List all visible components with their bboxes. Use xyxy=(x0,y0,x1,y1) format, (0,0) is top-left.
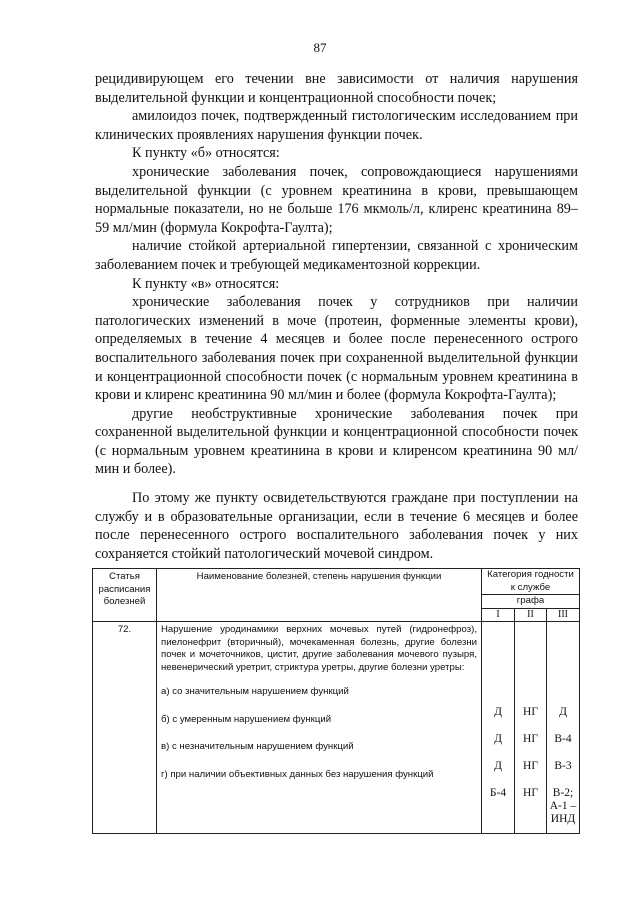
category-value: Д xyxy=(494,760,502,772)
header-article: Статья расписания болезней xyxy=(93,569,157,622)
page-number: 87 xyxy=(313,40,327,55)
category-value: НГ xyxy=(523,760,538,772)
category-value: В-3 xyxy=(554,760,572,772)
category-value: Д xyxy=(494,706,502,718)
paragraph: другие необструктивные хронические заболевания почек при сохраненной выделительной функции и концентрационной способности почек (с нормальным уровнем креатинина в крови и клиренсом креатинина 90 мл/мин и более). xyxy=(95,405,578,478)
paragraph: амилоидоз почек, подтвержденный гистологическим исследованием при клинических проявлениях нарушения функции почек. xyxy=(95,108,578,143)
category-value: В-4 xyxy=(554,733,572,745)
table-row xyxy=(93,622,580,834)
disease-description-cell xyxy=(157,622,482,834)
subitem-label: б) с умеренным нарушением функций xyxy=(161,713,332,725)
subitem-label: а) со значительным нарушением функций xyxy=(161,686,349,697)
paragraph: хронические заболевания почек, сопровождающиеся нарушениями выделительной функции (с уровнем креатинина в крови, превышающем нормальные показатели, но не больше 176 мкмоль/л, клиренс креатинина 89–59 мл/мин (формула Кокрофта-Гаулта); xyxy=(95,163,578,236)
category-value: Д xyxy=(559,706,567,718)
paragraph: наличие стойкой артериальной гипертензии, связанной с хроническим заболеванием почек и требующей медикаментозной коррекции. xyxy=(95,238,578,273)
paragraph: По этому же пункту освидетельствуются граждане при поступлении на службу и в образовательные организации, если в течение 6 месяцев и более после перенесенного острого воспалительного заболевания почек у них сохраняется стойкий патологический мочевой синдром. xyxy=(95,490,578,562)
category-value: В-2; А-1 – ИНД xyxy=(549,787,577,825)
paragraph: К пункту «б» относятся: xyxy=(132,145,280,162)
header-column-2: II xyxy=(515,608,547,622)
subitem-label: г) при наличии объективных данных без нарушения функций xyxy=(161,768,434,780)
disease-description: Нарушение уродинамики верхних мочевых путей (гидронефроз), пиелонефрит (вторичный), мочекаменная болезнь, другие болезни почек и мочеточников, цистит, другие заболевания мочевого пузыря, невенерический уретрит, стриктура уретры, другие болезни уретры: xyxy=(161,624,477,673)
disease-schedule-table xyxy=(92,568,580,834)
subitem-label: в) с незначительным нарушением функций xyxy=(161,741,354,752)
category-value: НГ xyxy=(523,733,538,745)
category-value: Б-4 xyxy=(489,787,507,799)
article-number: 72. xyxy=(93,622,157,834)
category-value: Д xyxy=(494,733,502,745)
header-column-group: графа xyxy=(482,595,580,609)
header-column-3: III xyxy=(547,608,580,622)
paragraph: К пункту «в» относятся: xyxy=(132,275,280,292)
category-column-3 xyxy=(547,622,580,834)
paragraph: рецидивирующем его течении вне зависимости от наличия нарушения выделительной функции и концентрационной способности почек; xyxy=(95,71,578,106)
body-text xyxy=(95,70,578,563)
category-column-1 xyxy=(482,622,515,834)
category-value: НГ xyxy=(523,706,538,718)
paragraph: хронические заболевания почек у сотрудников при наличии патологических изменений в моче (протеин, форменные элементы крови), определяемых в течение 4 месяцев и более после перенесенного острого воспалительного заболевания почек при сохраненной выделительной функции и концентрационной способности почек (с нормальным уровнем креатинина в крови и клиренс креатинина 90 мл/мин и более (формула Кокрофта-Гаулта); xyxy=(95,294,578,404)
category-column-2 xyxy=(515,622,547,834)
header-column-1: I xyxy=(482,608,515,622)
header-category: Категория годности к службе xyxy=(482,569,580,595)
category-value: НГ xyxy=(523,787,538,799)
header-disease-name: Наименование болезней, степень нарушения функции xyxy=(157,569,482,622)
table-header-row xyxy=(93,569,580,595)
